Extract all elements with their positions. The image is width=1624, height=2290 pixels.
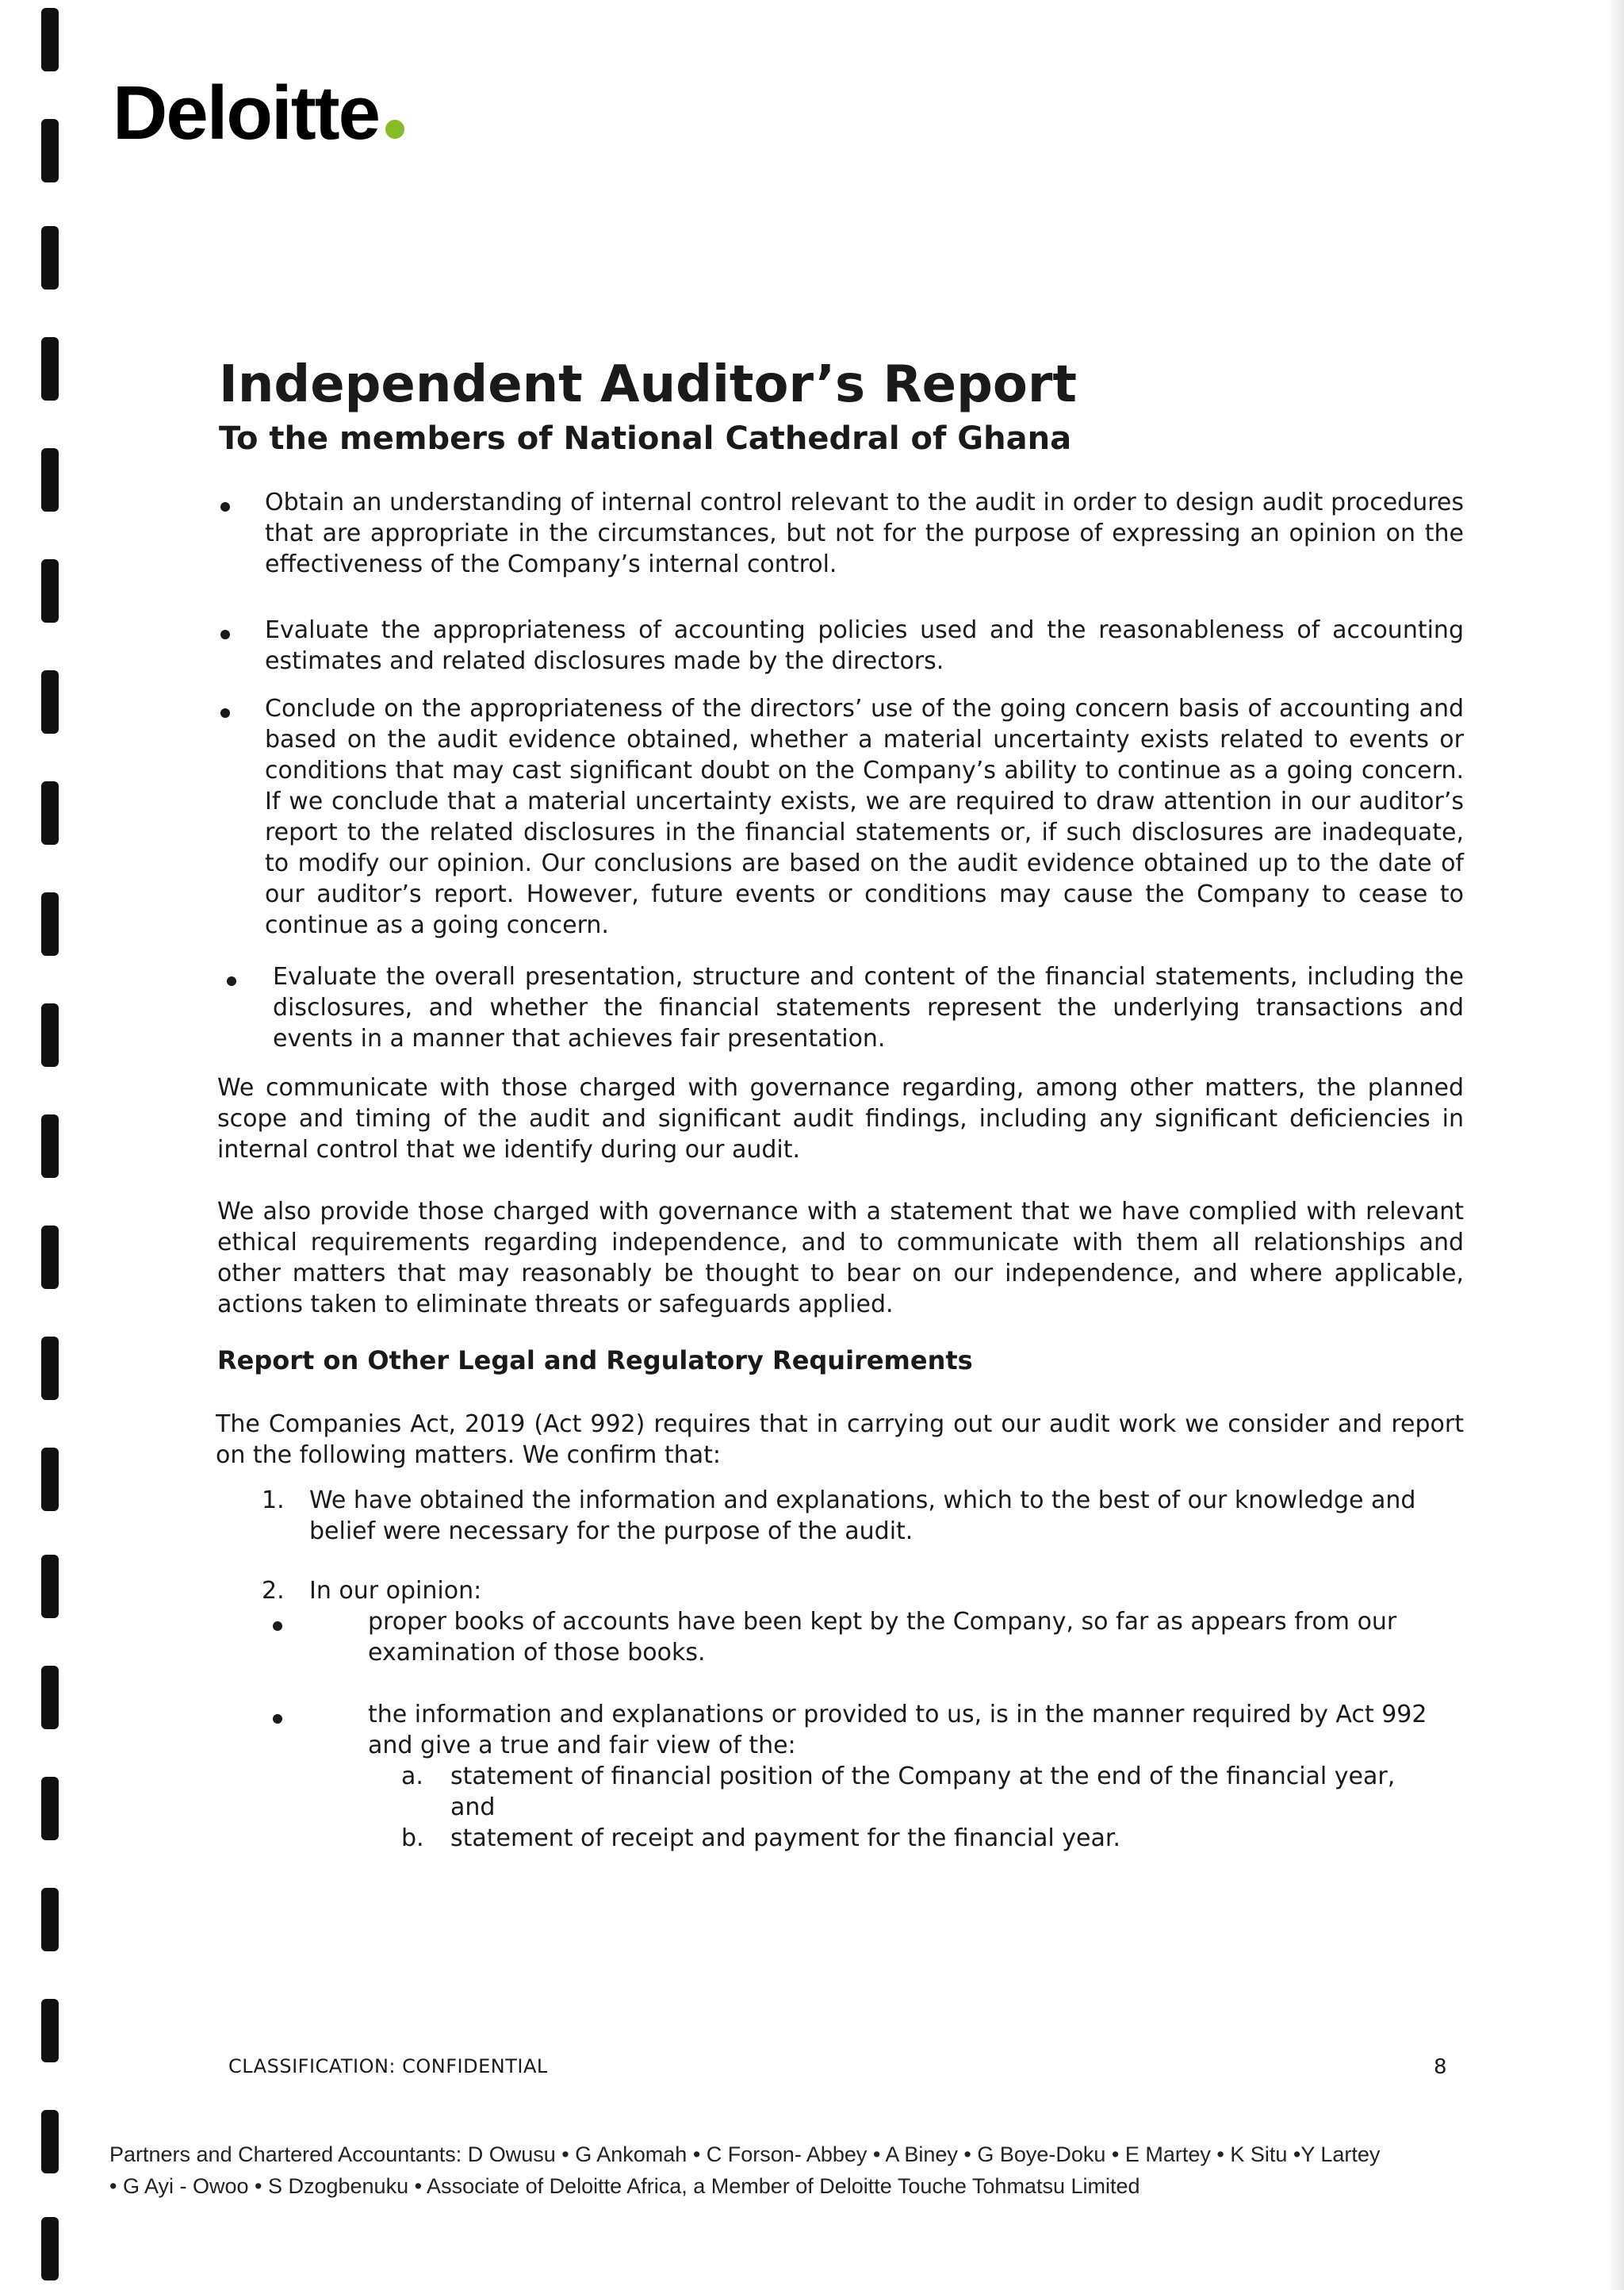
page-title: Independent Auditor’s Report xyxy=(219,355,1077,414)
sub-bullet-text-2: the information and explanations or provided to us, is in the manner required by Act 992 and give a true and fair view of the: xyxy=(368,1701,1427,1759)
page-subtitle: To the members of National Cathedral of Ghana xyxy=(219,420,1072,457)
sub-item-text-a: statement of financial position of the Company at the end of the financial year, and xyxy=(450,1763,1396,1821)
bullet-icon xyxy=(220,708,230,718)
bullet-icon xyxy=(273,1621,282,1631)
item-text-1: We have obtained the information and explanations, which to the best of our knowledge and belief were necessary for the purpose of the audit. xyxy=(309,1486,1416,1545)
logo-dot-icon xyxy=(385,120,404,139)
binding-holes xyxy=(0,0,71,2290)
item-text-2: In our opinion: xyxy=(309,1577,482,1605)
governance-paragraph: We communicate with those charged with governance regarding, among other matters, the planned scope and timing of the audit and significant audit findings, including any significant deficiencies in internal control that we identify during our audit. xyxy=(217,1074,1464,1164)
partners-line-1: Partners and Chartered Accountants: D Owusu • G Ankomah • C Forson- Abbey • A Biney • G Boye-Doku • E Martey • K Situ •Y Lartey xyxy=(109,2142,1381,2166)
bullet-text-2: Evaluate the appropriateness of accounting policies used and the reasonableness of accounting estimates and related disclosures made by the directors. xyxy=(265,616,1464,675)
page-edge-shadow xyxy=(1607,0,1624,2290)
bullet-icon xyxy=(220,630,230,639)
bullet-text-4: Evaluate the overall presentation, structure and content of the financial statements, including the disclosures, and whether the financial statements represent the underlying transactions and events in a manner that achieves fair presentation. xyxy=(273,963,1464,1053)
bullet-icon xyxy=(273,1714,282,1724)
page-number: 8 xyxy=(1434,2055,1447,2079)
bullet-icon xyxy=(220,502,230,512)
bullet-icon xyxy=(227,976,236,986)
sub-item-label: a. xyxy=(401,1763,423,1790)
classification-label: CLASSIFICATION: CONFIDENTIAL xyxy=(228,2055,548,2077)
section-heading: Report on Other Legal and Regulatory Requirements xyxy=(217,1345,973,1375)
partners-footer xyxy=(109,2138,1489,2202)
bullet-text-3: Conclude on the appropriateness of the directors’ use of the going concern basis of accounting and based on the audit evidence obtained, whether a material uncertainty exists related to events or conditions that may cast significant doubt on the Company’s ability to continue as a going concern. If we conclude that a material uncertainty exists, we are required to draw attention in our auditor’s report to the related disclosures in the financial statements or, if such disclosures are inadequate, to modify our opinion. Our conclusions are based on the audit evidence obtained up to the date of our auditor’s report. However, future events or conditions may cause the Company to cease to continue as a going concern. xyxy=(265,695,1464,939)
partners-line-2: • G Ayi - Owoo • S Dzogbenuku • Associate of Deloitte Africa, a Member of Deloitte Touche Tohmatsu Limited xyxy=(109,2174,1140,2198)
bullet-text-1: Obtain an understanding of internal control relevant to the audit in order to design audit procedures that are appropriate in the circumstances, but not for the purpose of expressing an opinion on the effectiveness of the Company’s internal control. xyxy=(265,489,1464,578)
legal-intro: The Companies Act, 2019 (Act 992) requires that in carrying out our audit work we consider and report on the following matters. We confirm that: xyxy=(216,1410,1464,1469)
independence-paragraph: We also provide those charged with governance with a statement that we have complied with relevant ethical requirements regarding independence, and to communicate with them all relationships and other matters that may reasonably be thought to bear on our independence, and where applicable, actions taken to eliminate threats or safeguards applied. xyxy=(217,1198,1464,1318)
sub-item-label: b. xyxy=(401,1824,424,1852)
sub-item-text-b: statement of receipt and payment for the financial year. xyxy=(450,1824,1121,1852)
logo-text: Deloitte xyxy=(113,71,380,155)
deloitte-logo xyxy=(113,70,404,157)
sub-bullet-text-1: proper books of accounts have been kept by the Company, so far as appears from our examination of those books. xyxy=(368,1608,1397,1667)
item-number: 1. xyxy=(262,1486,285,1514)
item-number: 2. xyxy=(262,1577,285,1605)
